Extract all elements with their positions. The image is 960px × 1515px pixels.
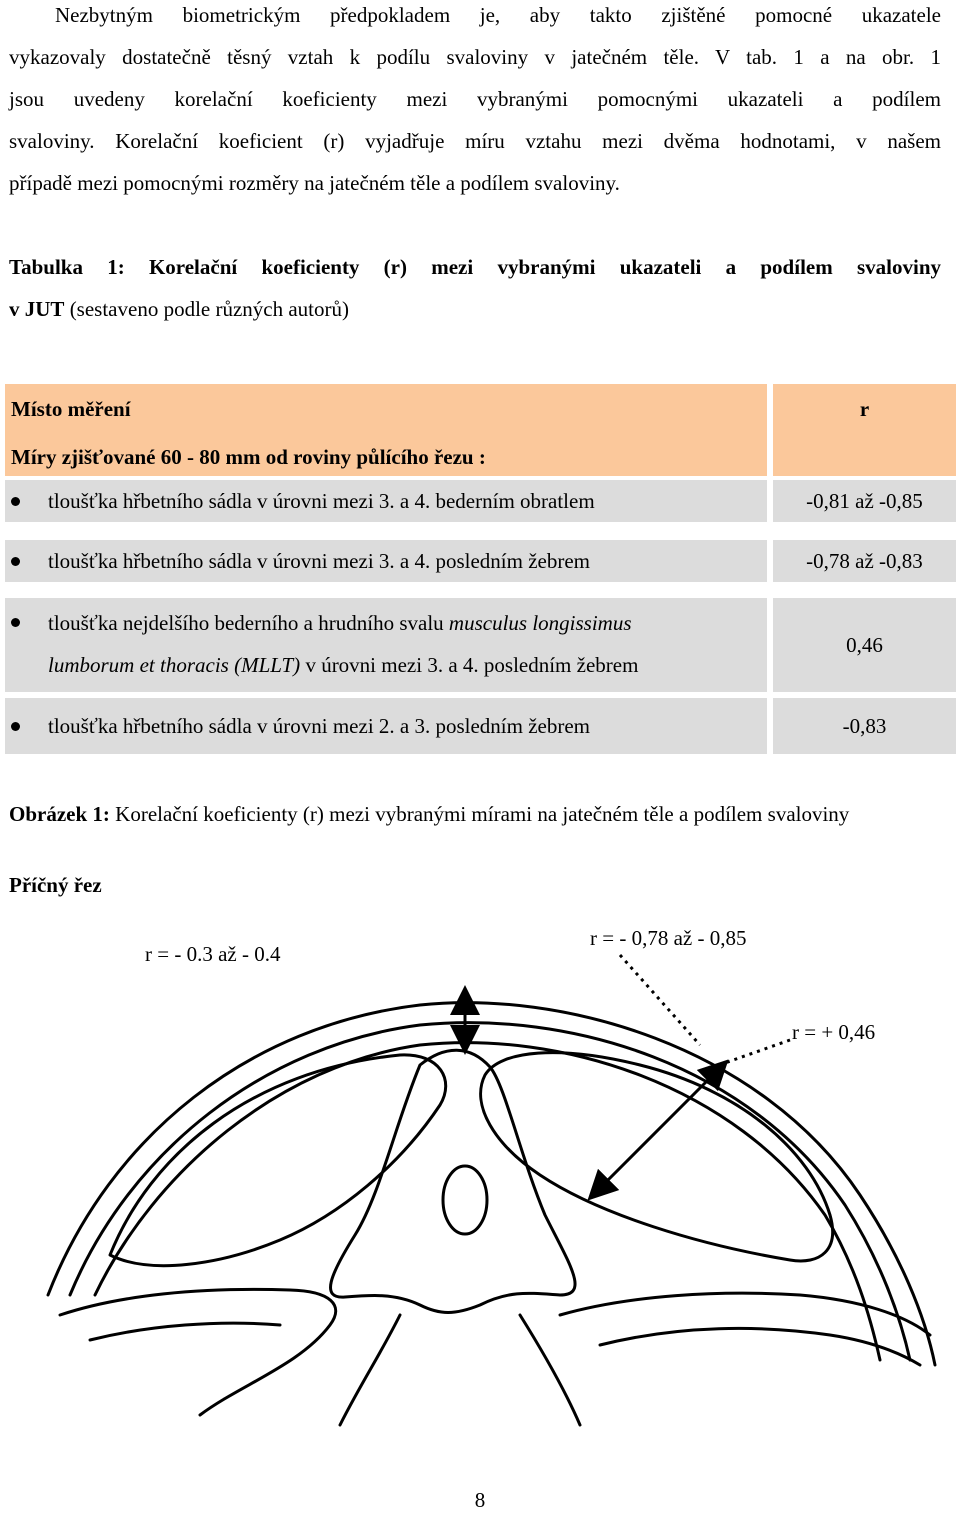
paragraph-line: jsou uvedeny korelační koeficienty mezi vybranými pomocnými ukazateli a podílem [9,87,941,111]
table-row [5,598,767,692]
table-caption-line2 [9,288,941,330]
paragraph-line: Nezbytným biometrickým předpokladem je, aby takto zjištěné pomocné ukazatele [55,3,941,27]
leader-line-top-right [620,955,700,1045]
table-row [5,540,767,582]
table-row-value-cell [773,540,956,582]
paragraph-line: vykazovaly dostatečně těsný vztah k podílu svaloviny v jatečném těle. V tab. 1 a na obr. 1 [9,45,941,69]
bullet-icon [11,497,20,506]
header-cell-r [773,384,956,434]
spinal-canal [443,1166,487,1234]
lower-right-inner [600,1328,920,1365]
table-row-value-cell [773,480,956,522]
row-value: -0,81 až -0,85 [806,489,923,513]
muscle-depth-arrow [598,1070,718,1190]
paragraph-line: svaloviny. Korelační koeficient (r) vyjadřuje míru vztahu mezi dvěma hodnotami, v našem [9,129,941,153]
lower-center-right [520,1315,580,1425]
table-caption-source: (sestaveno podle různých autorů) [64,297,350,321]
vertebra-outline [331,1050,576,1312]
row-text-line1 [48,602,632,644]
header-r-label: r [859,397,870,421]
figure-caption-label: Obrázek 1: [9,802,110,826]
row-text-latin: musculus longissimus [448,611,632,635]
row-value: -0,78 až -0,83 [806,549,923,573]
row-text-part: v úrovni mezi 3. a 4. posledním žebrem [300,653,639,677]
row-text-latin: lumborum et thoracis (MLLT) [48,653,301,677]
cross-section-diagram [0,895,960,1435]
lower-left-inner [90,1323,280,1340]
table-row [5,698,767,754]
page-number: 8 [474,1488,486,1512]
table-caption [9,246,941,330]
bullet-icon [11,618,20,627]
figure-caption [9,799,949,829]
figure-label-top-right: r = - 0,78 až - 0,85 [590,926,747,950]
header-cell-place [5,384,767,434]
bullet-icon [11,722,20,731]
header-place-label: Místo měření [11,397,131,421]
row-value: -0,83 [842,714,887,738]
row-text-part: tloušťka nejdelšího bederního a hrudního svalu [48,611,449,635]
figure-title: Příčný řez [9,873,102,897]
paragraph-line: případě mezi pomocnými rozměry na jatečném těle a podílem svaloviny. [9,171,620,195]
right-muscle-outline [481,1053,833,1261]
lower-left-line [60,1289,336,1415]
row-text-line2 [48,644,638,686]
row-text: tloušťka hřbetního sádla v úrovni mezi 3. a 4. posledním žebrem [48,549,591,573]
header-measures-label: Míry zjišťované 60 - 80 mm od roviny půlícího řezu : [11,445,486,469]
table-row-value-cell [773,698,956,754]
figure-caption-text: Korelační koeficienty (r) mezi vybranými mírami na jatečném těle a podílem svaloviny [109,802,850,826]
row-text: tloušťka hřbetního sádla v úrovni mezi 3. a 4. bederním obratlem [48,489,595,513]
header-cell-empty [773,434,956,476]
table-caption-bold-tail: v JUT [9,297,65,321]
row-text: tloušťka hřbetního sádla v úrovni mezi 2. a 3. posledním žebrem [48,714,591,738]
outer-fat-line [70,1023,910,1360]
lower-center-left [340,1315,400,1425]
header-cell-measures [5,434,767,476]
table-caption-title: Tabulka 1: Korelační koeficienty (r) mezi vybranými ukazateli a podílem svaloviny [9,255,941,279]
figure-label-left: r = - 0.3 až - 0.4 [145,942,281,966]
table-row [5,480,767,522]
bullet-icon [11,557,20,566]
row-value: 0,46 [846,633,883,657]
left-muscle-outline [110,1055,446,1266]
figure-label-right: r = + 0,46 [792,1020,876,1044]
table-row-value-cell [773,598,956,692]
body-paragraph [9,0,941,204]
